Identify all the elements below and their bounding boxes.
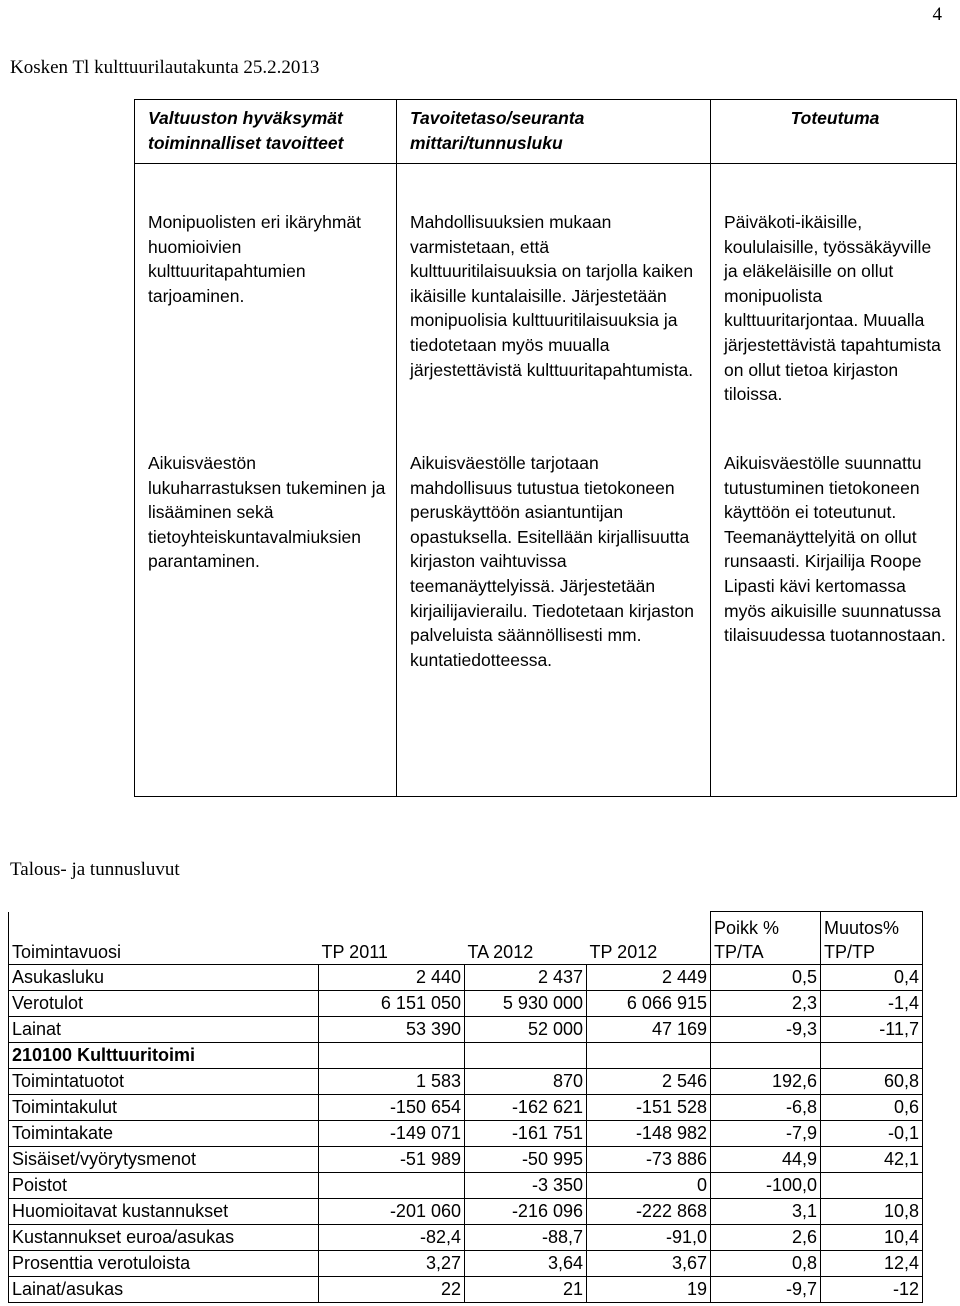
finance-value-cell: 0,4 xyxy=(821,965,923,991)
finance-value-cell: -12 xyxy=(821,1277,923,1303)
finance-value-cell: 2 440 xyxy=(319,965,465,991)
finance-row-label: Lainat/asukas xyxy=(9,1277,319,1303)
finance-value-cell: 52 000 xyxy=(465,1017,587,1043)
finance-value-cell: 42,1 xyxy=(821,1147,923,1173)
finance-value-cell: 19 xyxy=(587,1277,711,1303)
finance-value-cell: 3,67 xyxy=(587,1251,711,1277)
finance-value-cell xyxy=(821,1173,923,1199)
finance-value-cell: -149 071 xyxy=(319,1121,465,1147)
finance-row-label: Verotulot xyxy=(9,991,319,1017)
finance-row-label: Lainat xyxy=(9,1017,319,1043)
finance-row xyxy=(9,1199,923,1225)
finance-row xyxy=(9,1095,923,1121)
finance-value-cell: -1,4 xyxy=(821,991,923,1017)
finance-value-cell xyxy=(319,1173,465,1199)
finance-header-cell: Toimintavuosi xyxy=(9,912,319,965)
finance-row-label: Poistot xyxy=(9,1173,319,1199)
finance-value-cell: 2,6 xyxy=(711,1225,821,1251)
finance-value-cell xyxy=(821,1043,923,1069)
outcome-cell: Päiväkoti-ikäisille, koululaisille, työssäkäyville ja eläkeläisille on ollut monipuolista kulttuuritarjontaa. Muualla järjestettävistä tapahtumista on ollut tietoa kirjaston tiloissa. xyxy=(711,164,957,452)
finance-value-cell: 10,8 xyxy=(821,1199,923,1225)
finance-header-cell: Poikk % TP/TA xyxy=(711,912,821,965)
finance-row xyxy=(9,1017,923,1043)
finance-value-cell: -73 886 xyxy=(587,1147,711,1173)
finance-value-cell: 21 xyxy=(465,1277,587,1303)
target-cell: Aikuisväestölle tarjotaan mahdollisuus tutustua tietokoneen peruskäyttöön asiantuntijan opastuksella. Esitellään kirjallisuutta kirjaston vaihtuvissa teemanäyttelyissä. Järjestetään kirjailijavierailu. Tiedotetaan kirjaston palveluista säännöllisesti mm. kuntatiedotteessa. xyxy=(397,451,711,797)
finance-value-cell: -51 989 xyxy=(319,1147,465,1173)
finance-header-cell: TP 2012 xyxy=(587,912,711,965)
finance-row xyxy=(9,965,923,991)
finance-value-cell: -148 982 xyxy=(587,1121,711,1147)
finance-row-label: Huomioitavat kustannukset xyxy=(9,1199,319,1225)
finance-table xyxy=(8,911,923,1303)
finance-row-label: Prosenttia verotuloista xyxy=(9,1251,319,1277)
finance-value-cell xyxy=(319,1043,465,1069)
finance-value-cell: 22 xyxy=(319,1277,465,1303)
finance-value-cell: 0,6 xyxy=(821,1095,923,1121)
finance-body xyxy=(9,965,923,1303)
finance-row-label: Toimintakulut xyxy=(9,1095,319,1121)
goals-header-goal: Valtuuston hyväksymät toiminnalliset tavoitteet xyxy=(135,100,397,164)
goal-cell: Monipuolisten eri ikäryhmät huomioivien kulttuuritapahtumien tarjoaminen. xyxy=(135,164,397,452)
finance-value-cell: 3,1 xyxy=(711,1199,821,1225)
goals-header-outcome: Toteutuma xyxy=(711,100,957,164)
finance-row xyxy=(9,1277,923,1303)
finance-value-cell: -7,9 xyxy=(711,1121,821,1147)
finance-value-cell: -161 751 xyxy=(465,1121,587,1147)
finance-value-cell: -50 995 xyxy=(465,1147,587,1173)
page-number: 4 xyxy=(932,4,942,25)
finance-value-cell: 2 449 xyxy=(587,965,711,991)
finance-value-cell: 12,4 xyxy=(821,1251,923,1277)
finance-value-cell: -150 654 xyxy=(319,1095,465,1121)
finance-value-cell: 3,27 xyxy=(319,1251,465,1277)
finance-value-cell xyxy=(711,1043,821,1069)
finance-value-cell: 5 930 000 xyxy=(465,991,587,1017)
target-cell: Mahdollisuuksien mukaan varmistetaan, että kulttuuritilaisuuksia on tarjolla kaiken ikäisille kuntalaisille. Järjestetään monipuolisia kulttuuritilaisuuksia ja tiedotetaan myös muualla järjestettävistä kulttuuritapahtumista. xyxy=(397,164,711,452)
finance-row xyxy=(9,1121,923,1147)
finance-value-cell: -3 350 xyxy=(465,1173,587,1199)
goal-cell: Aikuisväestön lukuharrastuksen tukeminen ja lisääminen sekä tietoyhteiskuntavalmiuksien parantaminen. xyxy=(135,451,397,797)
finance-value-cell xyxy=(465,1043,587,1069)
finance-row xyxy=(9,1251,923,1277)
finance-value-cell: -6,8 xyxy=(711,1095,821,1121)
finance-value-cell: 0 xyxy=(587,1173,711,1199)
finance-value-cell: 0,5 xyxy=(711,965,821,991)
finance-value-cell: 6 151 050 xyxy=(319,991,465,1017)
finance-row xyxy=(9,1173,923,1199)
goals-row xyxy=(135,164,957,452)
finance-value-cell: 44,9 xyxy=(711,1147,821,1173)
finance-value-cell xyxy=(587,1043,711,1069)
finance-value-cell: 870 xyxy=(465,1069,587,1095)
finance-value-cell: 1 583 xyxy=(319,1069,465,1095)
document-header: Kosken Tl kulttuurilautakunta 25.2.2013 xyxy=(10,57,320,78)
finance-value-cell: -9,3 xyxy=(711,1017,821,1043)
finance-value-cell: -88,7 xyxy=(465,1225,587,1251)
finance-value-cell: -82,4 xyxy=(319,1225,465,1251)
finance-value-cell: -9,7 xyxy=(711,1277,821,1303)
finance-row-label: 210100 Kulttuuritoimi xyxy=(9,1043,319,1069)
goals-table xyxy=(134,99,957,797)
goals-row xyxy=(135,451,957,797)
finance-value-cell: 0,8 xyxy=(711,1251,821,1277)
finance-value-cell: -11,7 xyxy=(821,1017,923,1043)
finance-header-cell: TA 2012 xyxy=(465,912,587,965)
finance-value-cell: 6 066 915 xyxy=(587,991,711,1017)
finance-value-cell: -0,1 xyxy=(821,1121,923,1147)
finance-row-label: Kustannukset euroa/asukas xyxy=(9,1225,319,1251)
finance-row-label: Sisäiset/vyörytysmenot xyxy=(9,1147,319,1173)
finance-value-cell: 2 437 xyxy=(465,965,587,991)
goals-header-row xyxy=(135,100,957,164)
finance-row xyxy=(9,1225,923,1251)
finance-row-label: Asukasluku xyxy=(9,965,319,991)
finance-row xyxy=(9,1043,923,1069)
finance-header-cell: TP 2011 xyxy=(319,912,465,965)
finance-value-cell: 10,4 xyxy=(821,1225,923,1251)
finance-row xyxy=(9,1069,923,1095)
finance-value-cell: -162 621 xyxy=(465,1095,587,1121)
finance-value-cell: -151 528 xyxy=(587,1095,711,1121)
finance-row xyxy=(9,991,923,1017)
outcome-cell: Aikuisväestölle suunnattu tutustuminen tietokoneen käyttöön ei toteutunut. Teemanäyttelyitä on ollut runsaasti. Kirjailija Roope Lipasti kävi kertomassa myös aikuisille suunnatussa tilaisuudessa tuotannostaan. xyxy=(711,451,957,797)
finance-value-cell: -100,0 xyxy=(711,1173,821,1199)
finance-value-cell: 60,8 xyxy=(821,1069,923,1095)
finance-row-label: Toimintakate xyxy=(9,1121,319,1147)
finance-header-row xyxy=(9,912,923,965)
finance-value-cell: 47 169 xyxy=(587,1017,711,1043)
finance-value-cell: 53 390 xyxy=(319,1017,465,1043)
finance-row-label: Toimintatuotot xyxy=(9,1069,319,1095)
finance-value-cell: 192,6 xyxy=(711,1069,821,1095)
finance-value-cell: -91,0 xyxy=(587,1225,711,1251)
finance-value-cell: -216 096 xyxy=(465,1199,587,1225)
goals-header-target: Tavoitetaso/seuranta mittari/tunnusluku xyxy=(397,100,711,164)
finance-header-cell: Muutos% TP/TP xyxy=(821,912,923,965)
finance-section-title: Talous- ja tunnusluvut xyxy=(10,859,180,880)
finance-value-cell: 2 546 xyxy=(587,1069,711,1095)
finance-value-cell: -201 060 xyxy=(319,1199,465,1225)
finance-value-cell: 3,64 xyxy=(465,1251,587,1277)
finance-value-cell: -222 868 xyxy=(587,1199,711,1225)
finance-row xyxy=(9,1147,923,1173)
finance-value-cell: 2,3 xyxy=(711,991,821,1017)
